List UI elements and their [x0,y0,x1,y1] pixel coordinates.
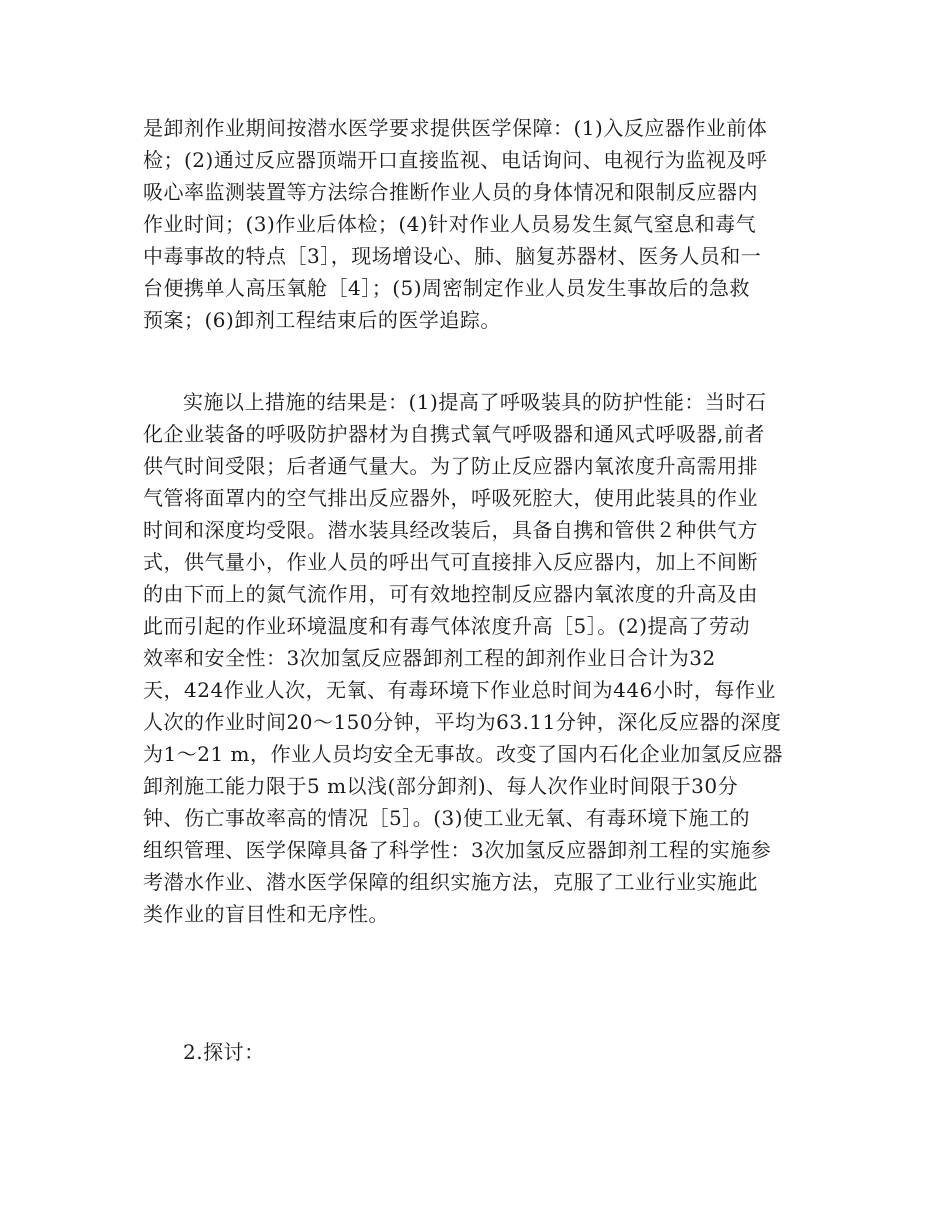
text-line: 卸剂施工能力限于5 m以浅(部分卸剂)、每人次作业时间限于30分 [143,774,739,798]
text-line: 类作业的盲目性和无序性。 [143,902,389,926]
text-line: 吸心率监测装置等方法综合推断作业人员的身体情况和限制反应器内 [143,180,758,204]
text-line: 预案；(6)卸剂工程结束后的医学追踪。 [143,308,501,332]
text-line: 为1～21 m，作业人员均安全无事故。改变了国内石化企业加氢反应器 [143,742,783,766]
text-line: 钟、伤亡事故率高的情况［5］。(3)使工业无氧、有毒环境下施工的 [143,806,751,830]
text-line: 中毒事故的特点［3］，现场增设心、肺、脑复苏器材、医务人员和一 [143,244,762,268]
text-line: 的由下而上的氮气流作用，可有效地控制反应器内氧浓度的升高及由 [143,582,758,606]
paragraph-medical-support [143,112,813,336]
text-line: 化企业装备的呼吸防护器材为自携式氧气呼吸器和通风式呼吸器,前者 [143,422,765,446]
text-line: 气管将面罩内的空气排出反应器外，呼吸死腔大，使用此装具的作业 [143,486,758,510]
text-line: 供气时间受限；后者通气量大。为了防止反应器内氧浓度升高需用排 [143,454,758,478]
text-line: 人次的作业时间20～150分钟，平均为63.11分钟，深化反应器的深度 [143,710,782,734]
paragraph-results [143,386,813,930]
text-line: 天，424作业人次，无氧、有毒环境下作业总时间为446小时，每作业 [143,678,776,702]
section-heading-discussion [143,1036,813,1068]
text-line: 组织管理、医学保障具备了科学性：3次加氢反应器卸剂工程的实施参 [143,838,772,862]
text-line: 台便携单人高压氧舱［4］；(5)周密制定作业人员发生事故后的急救 [143,276,751,300]
text-line: 考潜水作业、潜水医学保障的组织实施方法，克服了工业行业实施此 [143,870,758,894]
text-line: 式，供气量小，作业人员的呼出气可直接排入反应器内，加上不间断 [143,550,758,574]
heading-text: 2.探讨： [183,1040,265,1064]
text-line: 实施以上措施的结果是：(1)提高了呼吸装具的防护性能：当时石 [183,390,767,414]
text-line: 时间和深度均受限。潜水装具经改装后，具备自携和管供２种供气方 [143,518,758,542]
text-line: 此而引起的作业环境温度和有毒气体浓度升高［5］。(2)提高了劳动 [143,614,751,638]
text-line: 是卸剂作业期间按潜水医学要求提供医学保障：(1)入反应器作业前体 [143,116,768,140]
text-line: 检；(2)通过反应器顶端开口直接监视、电话询问、电视行为监视及呼 [143,148,768,172]
text-line: 效率和安全性：3次加氢反应器卸剂工程的卸剂作业日合计为32 [143,646,716,670]
text-line: 作业时间；(3)作业后体检；(4)针对作业人员易发生氮气窒息和毒气 [143,212,757,236]
